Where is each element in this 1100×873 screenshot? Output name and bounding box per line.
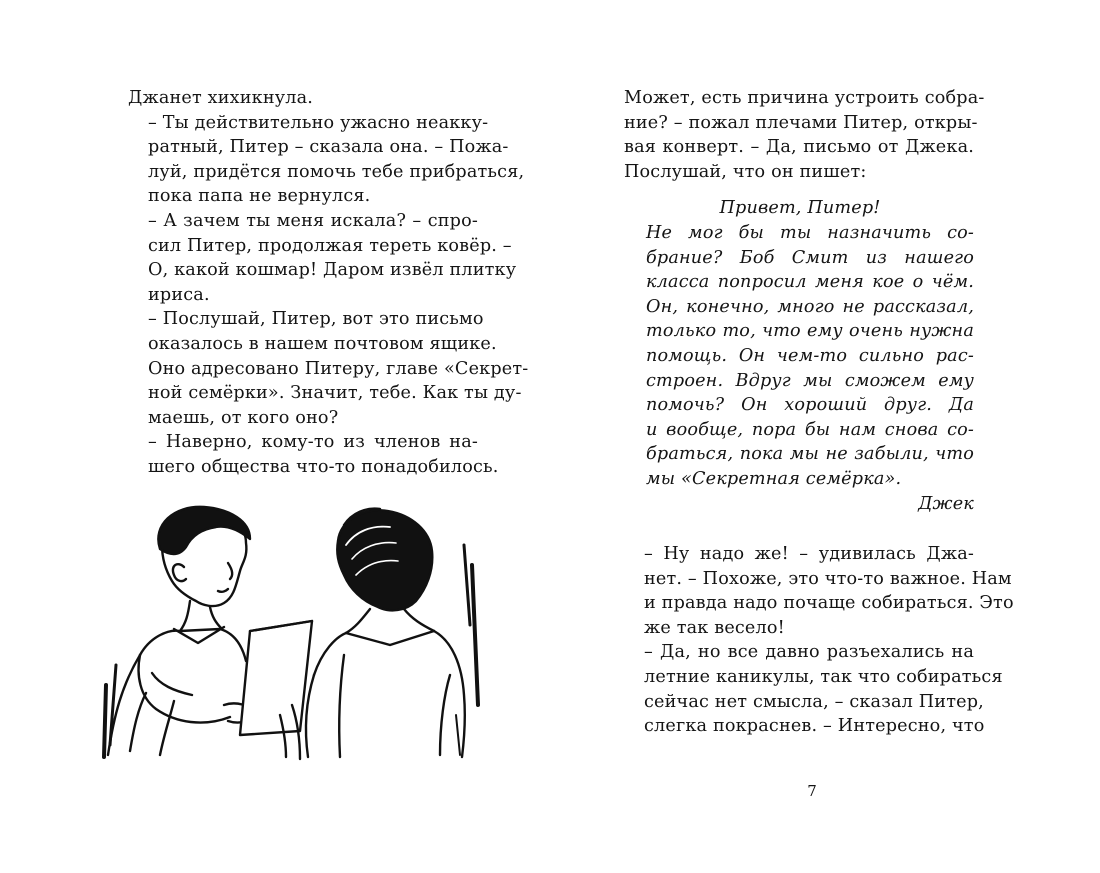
text-line: – А зачем ты меня искала? – спро- <box>148 210 478 231</box>
text-line: Послушай, что он пишет: <box>624 161 867 182</box>
illustration-two-children-reading-letter <box>100 505 480 765</box>
text-line: ной семёрки». Значит, тебе. Как ты ду- <box>148 383 522 404</box>
right-intro-paragraph <box>624 86 985 184</box>
quoted-letter <box>624 196 974 516</box>
text-line: – Да, но все давно разъехались на <box>644 642 974 663</box>
page-number: 7 <box>807 782 817 800</box>
text-line: браться, пока мы не забыли, что <box>646 444 974 465</box>
text-line: брание? Боб Смит из нашего <box>646 247 974 268</box>
letter-signature: Джек <box>918 493 974 514</box>
text-line: О, какой кошмар! Даром извёл плитку <box>148 260 517 281</box>
text-line: слегка покраснев. – Интересно, что <box>644 716 985 737</box>
right-paragraph <box>624 640 1003 738</box>
text-line: – Ну надо же! – удивилась Джа- <box>644 544 974 565</box>
text-line: маешь, от кого оно? <box>148 407 339 428</box>
text-line: ние? – пожал плечами Питер, откры- <box>624 112 978 133</box>
text-line: – Ты действительно ужасно неакку- <box>148 112 489 133</box>
text-line: летние каникулы, так что собираться <box>644 667 1003 688</box>
text-line: Джанет хихикнула. <box>128 88 314 108</box>
left-paragraph <box>128 209 517 307</box>
text-line: же так весело! <box>644 617 785 638</box>
text-line: строен. Вдруг мы сможем ему <box>646 370 974 391</box>
left-paragraph <box>128 430 499 479</box>
text-line: – Послушай, Питер, вот это письмо <box>148 309 484 330</box>
letter-body <box>626 221 974 492</box>
text-line: оказалось в нашем почтовом ящике. <box>148 333 497 354</box>
text-line: шего общества что-то понадобилось. <box>148 456 499 477</box>
text-line: Оно адресовано Питеру, главе «Секрет- <box>148 358 529 379</box>
left-page-text <box>128 86 529 480</box>
text-line: Не мог бы ты назначить со- <box>646 222 974 243</box>
left-paragraph <box>128 307 529 430</box>
right-paragraph <box>624 542 1014 640</box>
text-line: вая конверт. – Да, письмо от Джека. <box>624 137 974 158</box>
text-line: сейчас нет смысла, – сказал Питер, <box>644 691 984 712</box>
text-line: и правда надо почаще собираться. Это <box>644 593 1014 614</box>
text-line: нет. – Похоже, это что-то важное. Нам <box>644 568 1012 589</box>
text-line: класса попросил меня кое о чём. <box>646 272 974 293</box>
text-line: помочь? Он хороший друг. Да <box>646 395 974 416</box>
text-line: Может, есть причина устроить собра- <box>624 88 985 108</box>
text-line: и вообще, пора бы нам снова со- <box>646 419 974 440</box>
text-line: Он, конечно, много не рассказал, <box>646 296 974 317</box>
text-line: мы «Секретная семёрка». <box>646 468 902 489</box>
text-line: ириса. <box>148 284 210 305</box>
right-page-text <box>624 86 1014 739</box>
text-line: луй, придётся помочь тебе прибраться, <box>148 161 525 182</box>
left-paragraph <box>128 86 478 111</box>
letter-greeting: Привет, Питер! <box>719 198 881 219</box>
text-line: помощь. Он чем-то сильно рас- <box>646 345 974 366</box>
text-line: ратный, Питер – сказала она. – Пожа- <box>148 137 509 158</box>
text-line: пока папа не вернулся. <box>148 186 371 207</box>
text-line: только то, что ему очень нужна <box>646 321 974 342</box>
left-paragraph <box>128 111 525 209</box>
text-line: сил Питер, продолжая тереть ковёр. – <box>148 235 512 256</box>
text-line: – Наверно, кому-то из членов на- <box>148 432 478 453</box>
